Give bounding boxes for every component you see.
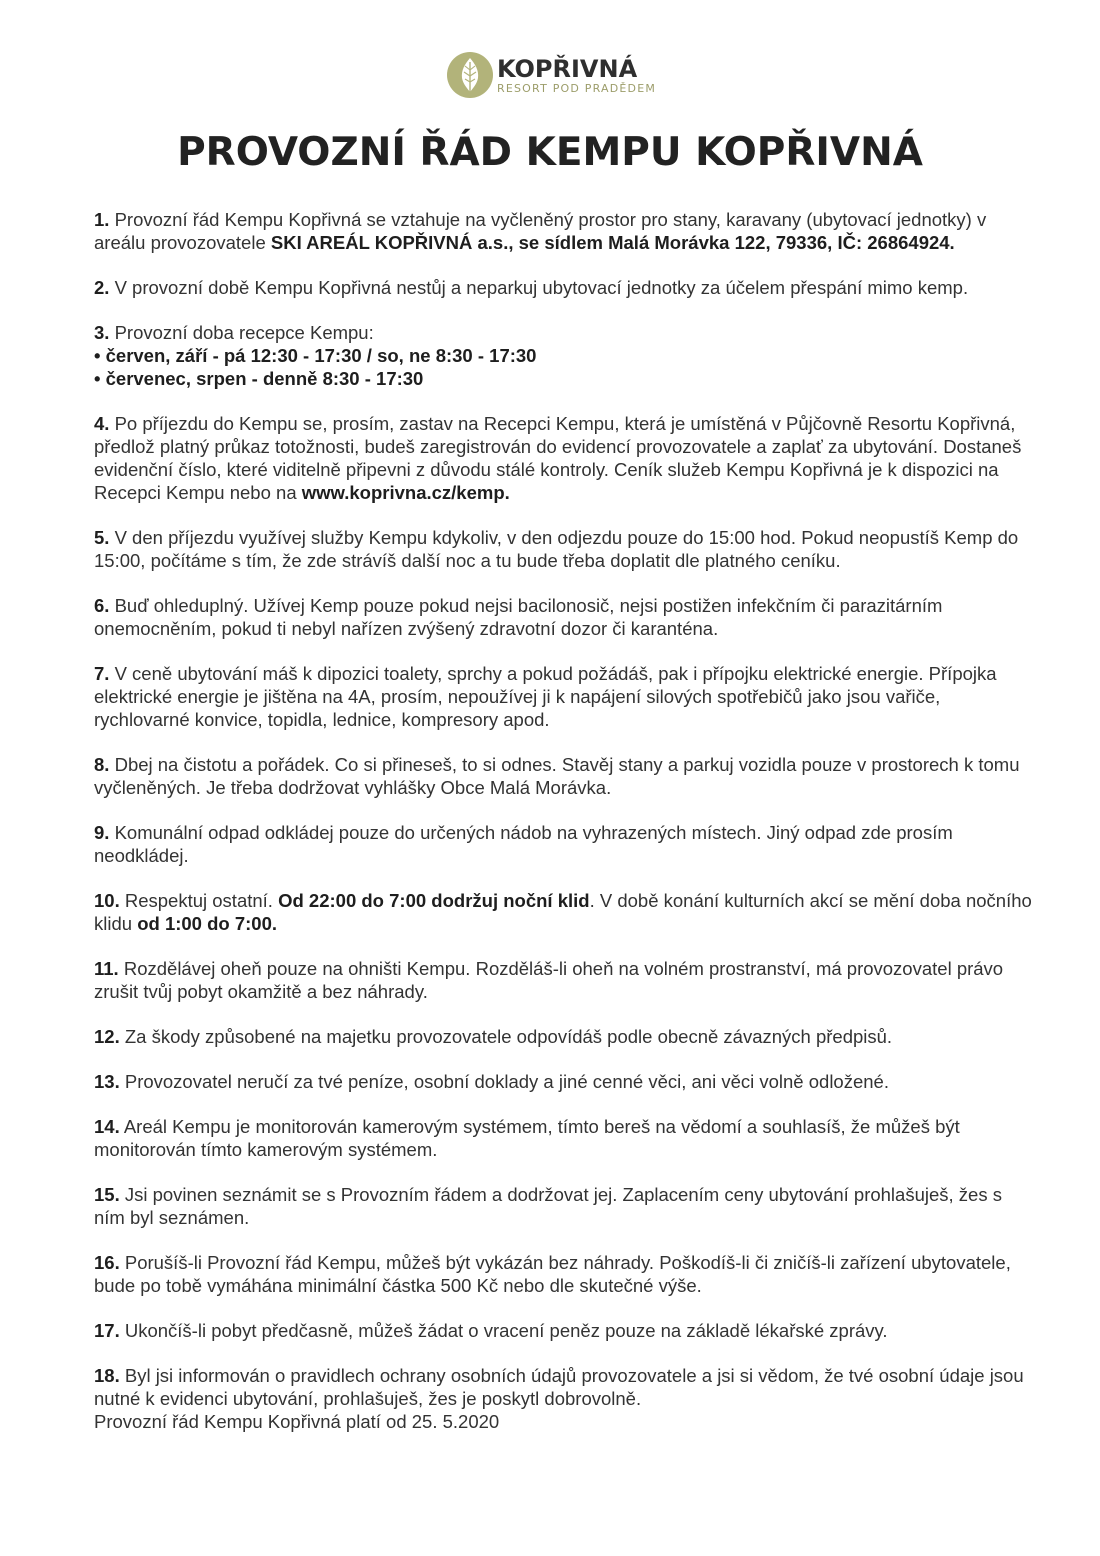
nettle-leaf-icon xyxy=(447,52,493,98)
rule-text: Respektuj ostatní. xyxy=(124,890,279,911)
logo xyxy=(447,52,656,98)
rule-16 xyxy=(94,1251,1034,1297)
rule-text: Jsi povinen seznámit se s Provozním řádem a dodržovat jej. Zaplacením ceny ubytování prohlašuješ, žes s ním byl seznámen. xyxy=(94,1184,1002,1228)
rule-text: Komunální odpad odkládej pouze do určených nádob na vyhrazených místech. Jiný odpad zde prosím neodkládej. xyxy=(94,822,953,866)
rule-text: Provozní řád Kempu Kopřivná se vztahuje na vyčleněný prostor pro stany, karavany (ubytovací jednotky) v areálu provozovatele xyxy=(94,209,987,253)
rule-text: Ukončíš-li pobyt předčasně, můžeš žádat o vracení peněz pouze na základě lékařské zprávy. xyxy=(124,1320,888,1341)
rule-13 xyxy=(94,1070,1034,1093)
rule-number: 10. xyxy=(94,890,120,911)
rule-text: Provozní doba recepce Kempu: xyxy=(114,322,374,343)
rule-12 xyxy=(94,1025,1034,1048)
rule-17 xyxy=(94,1319,1034,1342)
logo-tagline: RESORT POD PRADĚDEM xyxy=(497,81,657,95)
rule-text: Dbej na čistotu a pořádek. Co si přineseš, to si odnes. Stavěj stany a parkuj vozidla pouze v prostorech k tomu vyčleněných. Je třeba dodržovat vyhlášky Obce Malá Morávka. xyxy=(94,754,1020,798)
website-link[interactable]: www.koprivna.cz/kemp. xyxy=(301,482,510,503)
opening-hours-line: • červenec, srpen - denně 8:30 - 17:30 xyxy=(94,368,424,389)
rule-6 xyxy=(94,594,1034,640)
rule-9 xyxy=(94,821,1034,867)
rule-text: Po příjezdu do Kempu se, prosím, zastav na Recepci Kempu, která je umístěná v Půjčovně Resortu Kopřivná, předlož platný průkaz totožnosti, budeš zaregistrován do evidencí provozovatele a zaplať za ubytování. Dostaneš evidenční číslo, které viditelně připevni z důvodu stálé kontroly. Ceník služeb Kempu Kopřivná je k dispozici na Recepci Kempu nebo na xyxy=(94,413,1022,503)
rule-number: 12. xyxy=(94,1026,120,1047)
rule-15 xyxy=(94,1183,1034,1229)
rule-text: Za škody způsobené na majetku provozovatele odpovídáš podle obecně závazných předpisů. xyxy=(124,1026,893,1047)
rule-text: V provozní době Kempu Kopřivná nestůj a neparkuj ubytovací jednotky za účelem přespání mimo kemp. xyxy=(114,277,969,298)
rule-number: 18. xyxy=(94,1365,120,1386)
rule-number: 7. xyxy=(94,663,110,684)
rule-text: . V době konání kulturních akcí se mění doba nočního klidu xyxy=(94,890,1032,934)
rule-10 xyxy=(94,889,1034,935)
rule-14 xyxy=(94,1115,1034,1161)
rule-4 xyxy=(94,412,1034,504)
rule-5 xyxy=(94,526,1034,572)
rule-number: 15. xyxy=(94,1184,120,1205)
rules-list xyxy=(94,208,1034,1455)
rule-text: Byl jsi informován o pravidlech ochrany osobních údajů provozovatele a jsi si vědom, že tvé osobní údaje jsou nutné k evidenci ubytování, prohlašuješ, žes je poskytl dobrovolně. xyxy=(94,1365,1024,1409)
rule-text: Provozovatel neručí za tvé peníze, osobní doklady a jiné cenné věci, ani věci volně odložené. xyxy=(124,1071,889,1092)
rule-11 xyxy=(94,957,1034,1003)
rule-number: 13. xyxy=(94,1071,120,1092)
rule-7 xyxy=(94,662,1034,731)
quiet-hours-events: od 1:00 do 7:00. xyxy=(137,913,278,934)
rule-text: V ceně ubytování máš k dipozici toalety, sprchy a pokud požádáš, pak i přípojku elektrické energie. Přípojka elektrické energie je jištěna na 4A, prosím, nepoužívej ji k napájení silových spotřebičů jako jsou vařiče, rychlovarné konvice, topidla, lednice, kompresory apod. xyxy=(94,663,997,730)
rule-number: 2. xyxy=(94,277,110,298)
rule-18 xyxy=(94,1364,1034,1433)
rule-number: 5. xyxy=(94,527,110,548)
validity-note: Provozní řád Kempu Kopřivná platí od 25. 5.2020 xyxy=(94,1411,500,1432)
page-title: PROVOZNÍ ŘÁD KEMPU KOPŘIVNÁ xyxy=(177,130,923,175)
rule-text: Porušíš-li Provozní řád Kempu, můžeš být vykázán bez náhrady. Poškodíš-li či zničíš-li zařízení ubytovatele, bude po tobě vymáhána minimální částka 500 Kč nebo dle skutečné výše. xyxy=(94,1252,1011,1296)
rule-text: Areál Kempu je monitorován kamerovým systémem, tímto bereš na vědomí a souhlasíš, že můžeš být monitorován tímto kamerovým systémem. xyxy=(94,1116,960,1160)
opening-hours-line: • červen, září - pá 12:30 - 17:30 / so, ne 8:30 - 17:30 xyxy=(94,345,537,366)
rule-number: 14. xyxy=(94,1116,120,1137)
rule-number: 17. xyxy=(94,1320,120,1341)
rule-3 xyxy=(94,321,1034,390)
rule-number: 4. xyxy=(94,413,110,434)
rule-text: V den příjezdu využívej služby Kempu kdykoliv, v den odjezdu pouze do 15:00 hod. Pokud neopustíš Kemp do 15:00, počítáme s tím, že zde strávíš další noc a tu bude třeba doplatit dle platného ceníku. xyxy=(94,527,1019,571)
rule-8 xyxy=(94,753,1034,799)
rule-number: 8. xyxy=(94,754,110,775)
rule-number: 16. xyxy=(94,1252,120,1273)
quiet-hours: Od 22:00 do 7:00 dodržuj noční klid xyxy=(278,890,590,911)
rule-text: Buď ohleduplný. Užívej Kemp pouze pokud nejsi bacilonosič, nejsi postižen infekčním či parazitárním onemocněním, pokud ti nebyl nařízen zvýšený zdravotní dozor či karanténa. xyxy=(94,595,943,639)
rule-number: 11. xyxy=(94,958,119,979)
rule-number: 6. xyxy=(94,595,110,616)
rule-text: Rozdělávej oheň pouze na ohništi Kempu. Rozděláš-li oheň na volném prostranství, má provozovatel právo zrušit tvůj pobyt okamžitě a bez náhrady. xyxy=(94,958,1004,1002)
rule-number: 3. xyxy=(94,322,110,343)
rule-number: 1. xyxy=(94,209,110,230)
rule-2 xyxy=(94,276,1034,299)
rule-number: 9. xyxy=(94,822,110,843)
logo-brand: KOPŘIVNÁ xyxy=(497,54,638,83)
rule-1 xyxy=(94,208,1034,254)
operator-info: SKI AREÁL KOPŘIVNÁ a.s., se sídlem Malá Morávka 122, 79336, IČ: 26864924. xyxy=(270,232,955,253)
